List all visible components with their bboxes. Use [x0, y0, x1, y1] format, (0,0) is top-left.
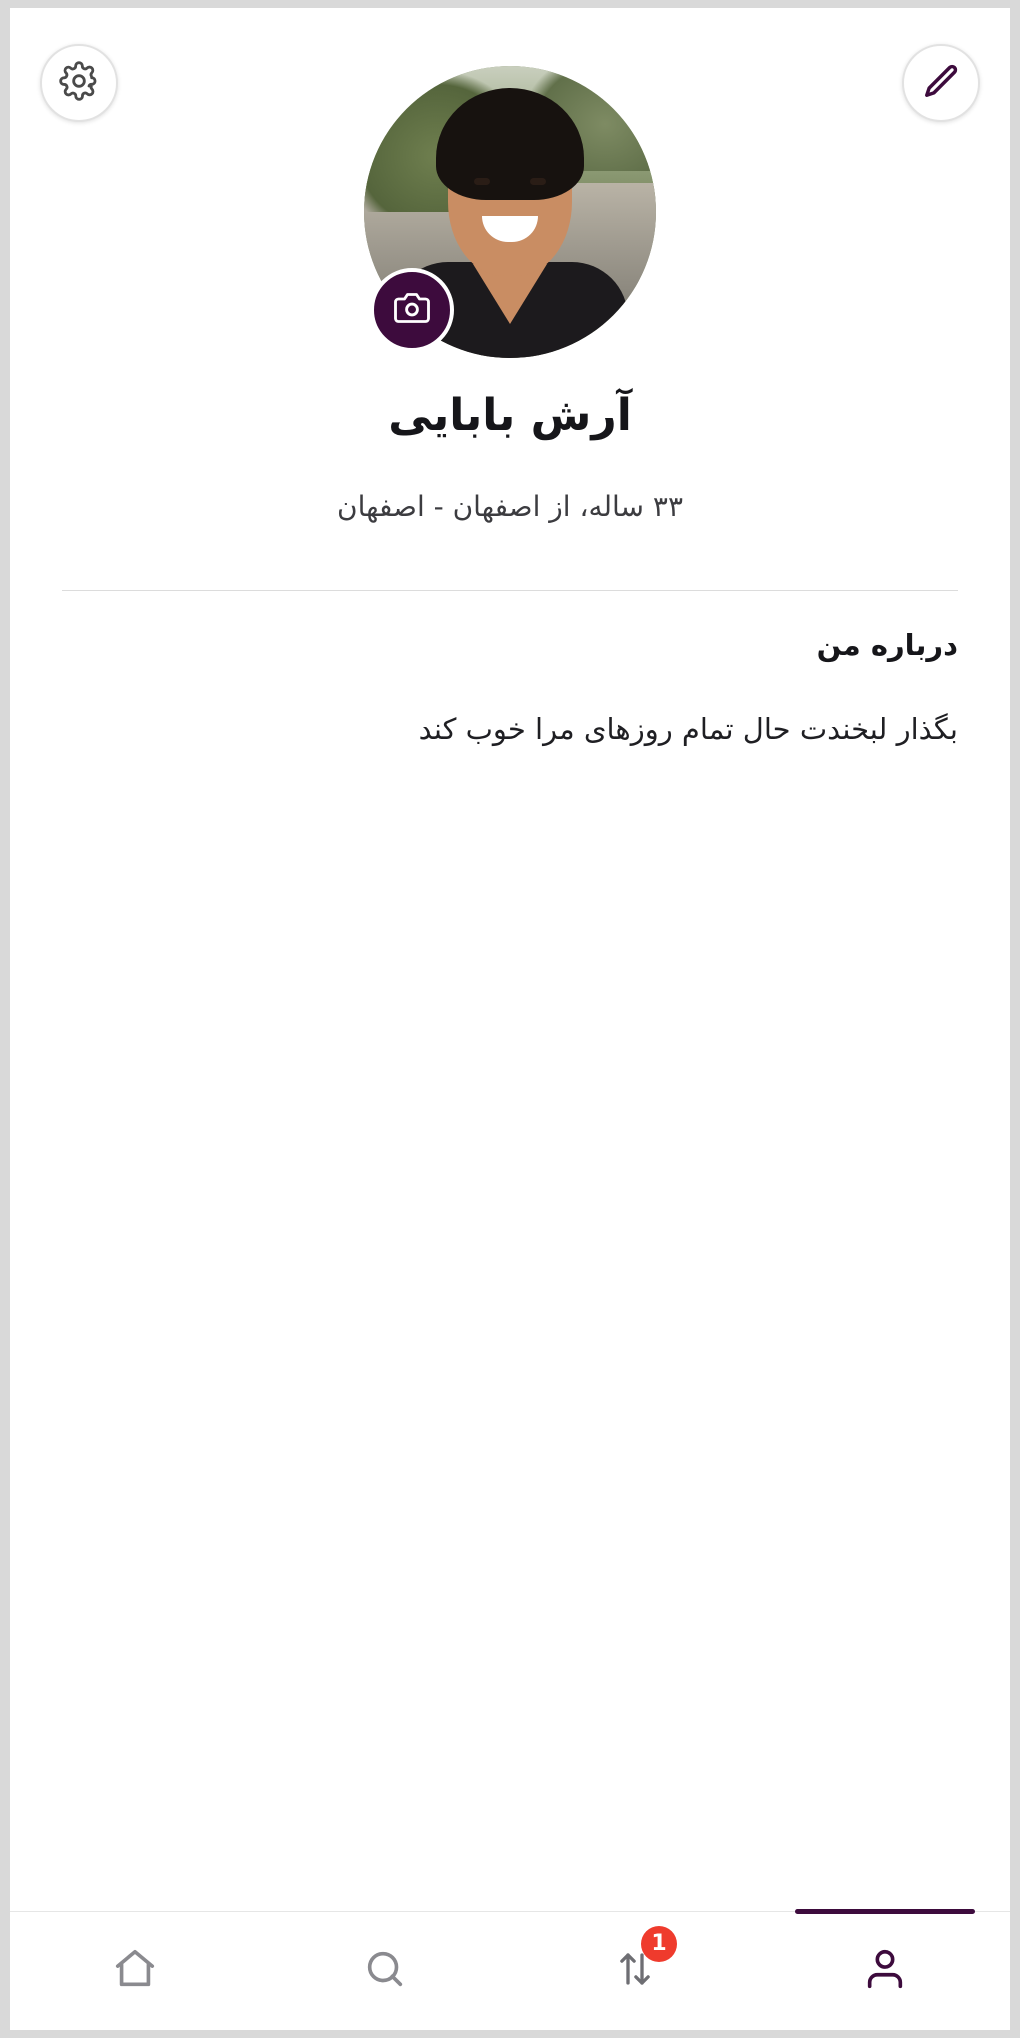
nav-item-search[interactable] — [260, 1912, 510, 2030]
search-icon — [362, 1946, 408, 1996]
page-title: آرش بابایی — [388, 390, 632, 441]
nav-item-profile[interactable] — [760, 1912, 1010, 2030]
edit-profile-button[interactable] — [902, 44, 980, 122]
about-text: بگذار لبخندت حال تمام روزهای مرا خوب کند — [418, 712, 958, 746]
profile-header — [10, 8, 1010, 608]
about-section — [62, 628, 958, 752]
nav-item-home[interactable] — [10, 1912, 260, 2030]
home-icon — [112, 1946, 158, 1996]
nav-item-activity[interactable] — [510, 1912, 760, 2030]
bottom-navigation — [10, 1911, 1010, 2030]
person-icon — [862, 1946, 908, 1996]
profile-meta: ۳۳ ساله، از اصفهان - اصفهان — [337, 490, 683, 523]
change-photo-button[interactable] — [370, 268, 454, 352]
about-title: درباره من — [816, 628, 958, 662]
camera-icon — [394, 290, 430, 330]
gear-icon — [59, 61, 99, 105]
avatar[interactable] — [364, 66, 656, 358]
notification-badge: 1 — [641, 1926, 677, 1962]
app-screen — [10, 8, 1010, 2030]
active-indicator — [795, 1909, 975, 1914]
pencil-icon — [922, 62, 960, 104]
settings-button[interactable] — [40, 44, 118, 122]
divider — [62, 590, 958, 591]
